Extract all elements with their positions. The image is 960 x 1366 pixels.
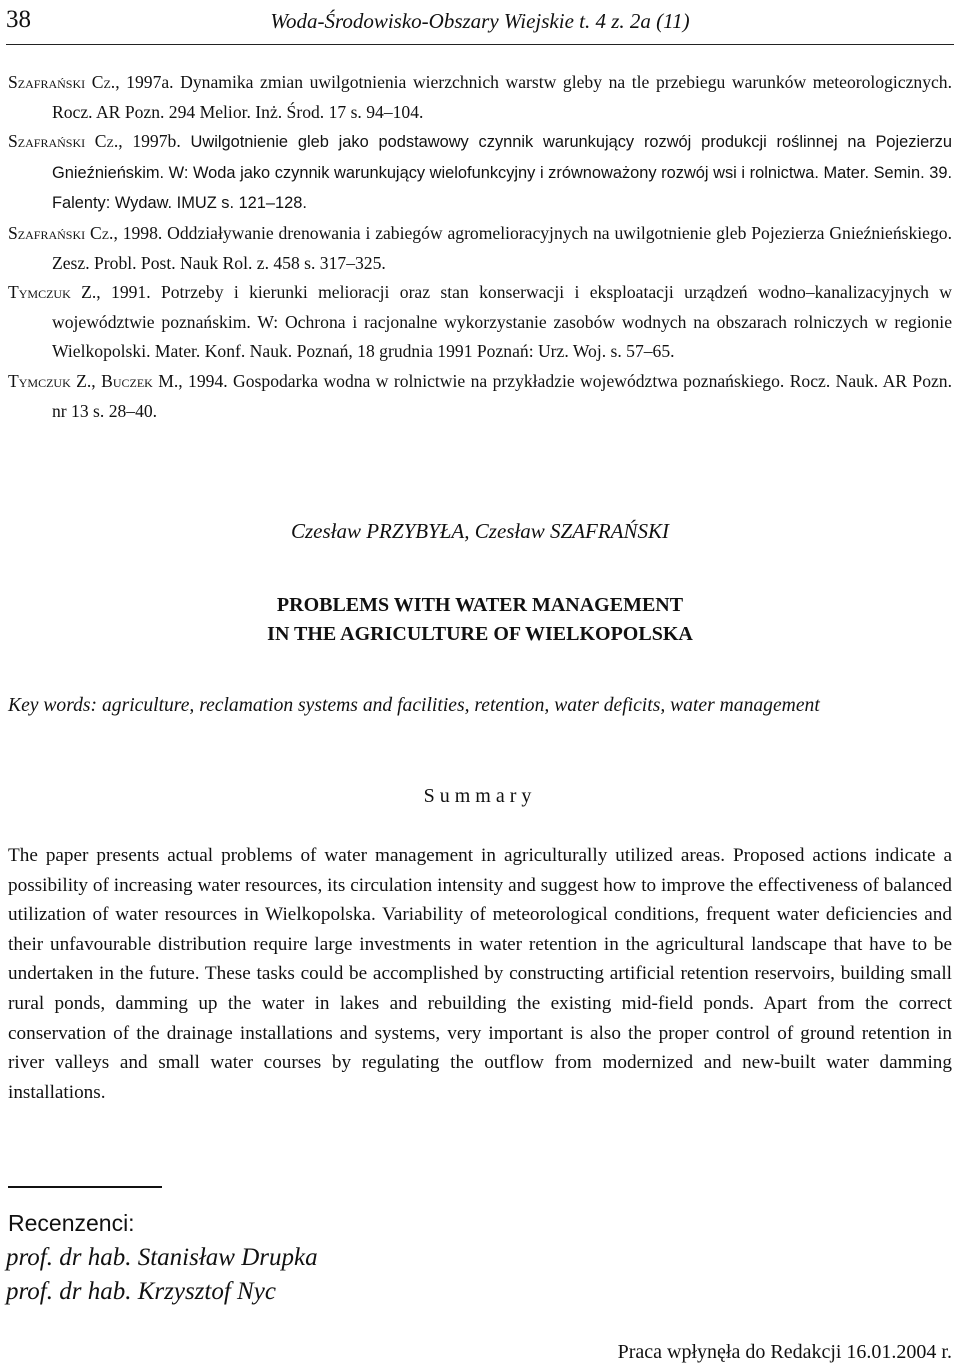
reviewers-label: Recenzenci: (8, 1210, 135, 1236)
reference-author: Tymczuk Z., Buczek M. (8, 370, 179, 391)
reference-year: , 1994. (178, 370, 228, 391)
reference-text: Dynamika zmian uwilgotnienia wierzchnich warstw gleby na tle przebiegu warunków meteorologicznych. Rocz. AR Pozn. 294 Melior. Inż. Środ. 17 s. 94–104. (52, 72, 952, 122)
footer-rule (8, 1186, 162, 1188)
reference-year: , 1998. (113, 222, 163, 243)
article-title-line1: PROBLEMS WITH WATER MANAGEMENT (276, 594, 684, 616)
article-title-line2: IN THE AGRICULTURE OF WIELKOPOLSKA (267, 623, 693, 645)
page-number: 38 (6, 6, 31, 33)
reference-author: Szafrański Cz. (8, 131, 119, 152)
reference-text: Uwilgotnienie gleb jako podstawowy czynnik warunkujący rozwój produkcji roślinnej na Pojezierzu Gnieźnieńskim. W: Woda jako czynnik warunkujący wielofunkcyjny i zrównoważony rozwój wsi i rolnictwa. Mater. Semin. 39. Falenty: Wydaw. IMUZ s. 121–128. (52, 133, 952, 213)
summary-text: The paper presents actual problems of water management in agriculturally utilized areas. Proposed actions indicate a possibility of increasing water resources, its circulation intensity and suggest how to improve the effectiveness of balanced utilization of water resources in Wielkopolska. Variability of meteorological conditions, frequent water deficiencies and their unfavourable distribution require large investments in water retention in the agricultural landscape that have to be undertaken in the future. These tasks could be accomplished by constructing artificial retention reservoirs, building small rural ponds, damming up the water in lakes and rebuilding the existing mid-field ponds. Apart from the correct conservation of the drainage installations and systems, very important is also the proper control of ground retention in river valleys and small water courses by regulating the outflow from modernized and new-built water damming installations. (8, 845, 952, 1103)
reference-item (8, 367, 952, 426)
reference-item (8, 127, 952, 219)
running-head (6, 4, 954, 45)
summary-heading: Summary (423, 785, 537, 807)
reference-item (8, 278, 952, 367)
article-title (0, 591, 960, 649)
reference-year: , 1997b. (118, 131, 181, 152)
reviewer-name: prof. dr hab. Stanisław Drupka (6, 1244, 318, 1271)
reference-author: Tymczuk Z. (8, 282, 97, 303)
reference-list (8, 68, 952, 426)
reference-year: , 1991. (96, 282, 151, 303)
reference-item (8, 219, 952, 278)
received-date: Praca wpłynęła do Redakcji 16.01.2004 r. (617, 1341, 952, 1363)
reference-year: , 1997a. (115, 72, 174, 92)
reference-text: Oddziaływanie drenowania i zabiegów agromelioracyjnych na uwilgotnienie gleb Pojezierza Gnieźnieńskiego. Zesz. Probl. Post. Nauk Rol. z. 458 s. 317–325. (52, 222, 952, 273)
reference-text: Gospodarka wodna w rolnictwie na przykładzie województwa poznańskiego. Rocz. Nauk. AR Pozn. nr 13 s. 28–40. (52, 370, 953, 421)
reference-item (8, 68, 952, 127)
article-authors: Czesław PRZYBYŁA, Czesław SZAFRAŃSKI (290, 519, 670, 543)
reference-author: Szafrański Cz. (8, 72, 116, 92)
journal-title: Woda-Środowisko-Obszary Wiejskie t. 4 z. 2a (11) (270, 9, 690, 33)
reviewer-name: prof. dr hab. Krzysztof Nyc (6, 1278, 276, 1305)
reference-author: Szafrański Cz. (8, 222, 114, 243)
reference-text: Potrzeby i kierunki melioracji oraz stan konserwacji i eksploatacji urządzeń wodno–kanalizacyjnych w województwie poznańskim. W: Ochrona i racjonalne wykorzystanie zasobów wodnych na obszarach rolniczych w regionie Wielkopolski. Mater. Konf. Nauk. Poznań, 18 grudnia 1991 Poznań: Urz. Woj. s. 57–65. (52, 282, 953, 362)
keywords: Key words: agriculture, reclamation systems and facilities, retention, water deficits, water management (8, 695, 820, 716)
